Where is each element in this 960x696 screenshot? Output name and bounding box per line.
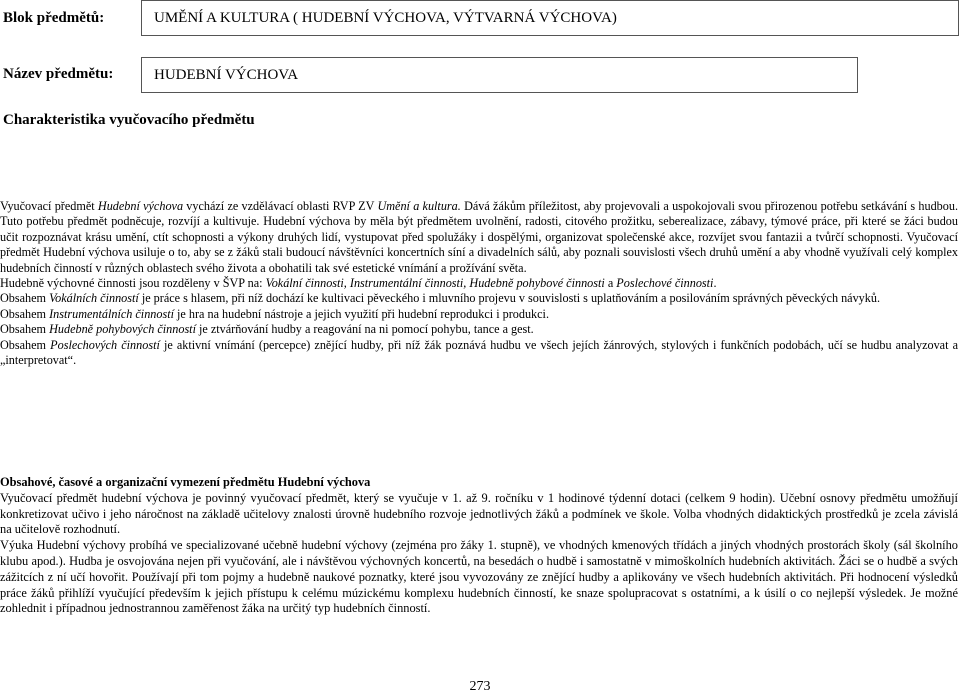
paragraph-intro: Vyučovací předmět Hudební výchova vychází ze vzdělávací oblasti RVP ZV Umění a kultura. Dává žákům příležitost, aby projevovali a uspokojovali svou přirozenou potřebu setkávání s hudbou. Tuto potřebu předmět podněcuje, rozvíjí a kultivuje. Hudební výchova by měla být předmětem uvolnění, radosti, citového prožitku, seberealizace, zábavy, týmové práce, při které se žáci budou učit rozpoznávat krásu umění, ctít schopnosti a výkony druhých lidí, vystupovat před spolužáky i dospělými, organizovat společenské akce, rozvíjet svou fantazii a tvůrčí schopnosti. Vyučovací předmět Hudební výchova usiluje o to, aby se z žáků stali budoucí návštěvníci koncertních síní a divadelních sálů, aby poznali souvislosti všech druhů umění a aby vhodně využívali celý komplex hudebních činností v různých oblastech svého života a obohatili tak své estetické vnímání a prožívání světa. [0, 199, 959, 275]
characteristics-text [0, 199, 958, 368]
paragraph-movement: Obsahem Hudebně pohybových činností je ztvárňování hudby a reagování na ni pomocí pohybu, tance a gest. [0, 322, 534, 337]
paragraph-instrumental: Obsahem Instrumentálních činností je hra na hudební nástroje a jejich využití při hudební reprodukci i produkci. [0, 306, 549, 321]
subject-name-label: Název předmětu: [3, 66, 114, 82]
organization-text [0, 475, 958, 617]
block-label: Blok předmětů: [3, 10, 105, 26]
paragraph-vocal: Obsahem Vokálních činností je práce s hlasem, při níž dochází ke kultivaci pěveckého i mluvního projevu v souvislosti s uplatňováním a posilováním správných pěveckých návyků. [0, 291, 881, 306]
organization-heading: Obsahové, časové a organizační vymezení předmětu Hudební výchova [0, 475, 371, 489]
page-number: 273 [469, 679, 491, 694]
subject-name-field: HUDEBNÍ VÝCHOVA [141, 57, 858, 93]
block-value-field: UMĚNÍ A KULTURA ( HUDEBNÍ VÝCHOVA, VÝTVARNÁ VÝCHOVA) [141, 0, 959, 36]
paragraph-listening: Obsahem Poslechových činností je aktivní vnímání (percepce) znějící hudby, při níž žák poznává hudbu ve všech jejích žánrových, stylových i funkčních podobách, učí se hudbu analyzovat a „interpretovat“. [0, 337, 958, 368]
paragraph-org-1: Vyučovací předmět hudební výchova je povinný vyučovací předmět, který se vyučuje v 1. až 9. ročníku v 1 hodinové týdenní dotaci (celkem 9 hodin). Učební osnovy předmětu umožňují konkretizovat učivo i jeho náročnost na základě učitelovy znalosti úrovně hudebního rozvoje jednotlivých žáků a podmínek ve škole. Volba vhodných didaktických prostředků je zcela závislá na učitelově rozhodnutí. [0, 490, 958, 537]
paragraph-activities: Hudebně výchovné činnosti jsou rozděleny v ŠVP na: Vokální činnosti, Instrumentální činnosti, Hudebně pohybové činnosti a Poslechové činnosti. [0, 276, 717, 291]
paragraph-org-2: Výuka Hudební výchovy probíhá ve specializované učebně hudební výchovy (zejména pro žáky 1. stupně), ve vhodných kmenových třídách a jiných vhodných prostorách školy (sál školního klubu apod.). Hudba je osvojována nejen při vyučování, ale i návštěvou výchovných koncertů, na besedách o hudbě i samostatně v mimoškolních hudebních aktivitách. Žáci se o hudbě a svých zážitcích z ní učí hovořit. Používají při tom pojmy a hudebně naukové poznatky, které jsou vyvozovány ze znějící hudby a aplikovány ve všech hudebních aktivitách. Při hodnocení výsledků práce žáků přihlíží vyučující především k jejich přístupu k celému múzickému komplexu hudebních činností, ke snaze spolupracovat s ostatními, a k úsilí o co nejlepší výsledek. Je možné zohlednit i případnou jednostrannou zaměřenost žáka na určitý typ hudebních činností. [0, 538, 958, 616]
section-title: Charakteristika vyučovacího předmětu [3, 112, 255, 128]
